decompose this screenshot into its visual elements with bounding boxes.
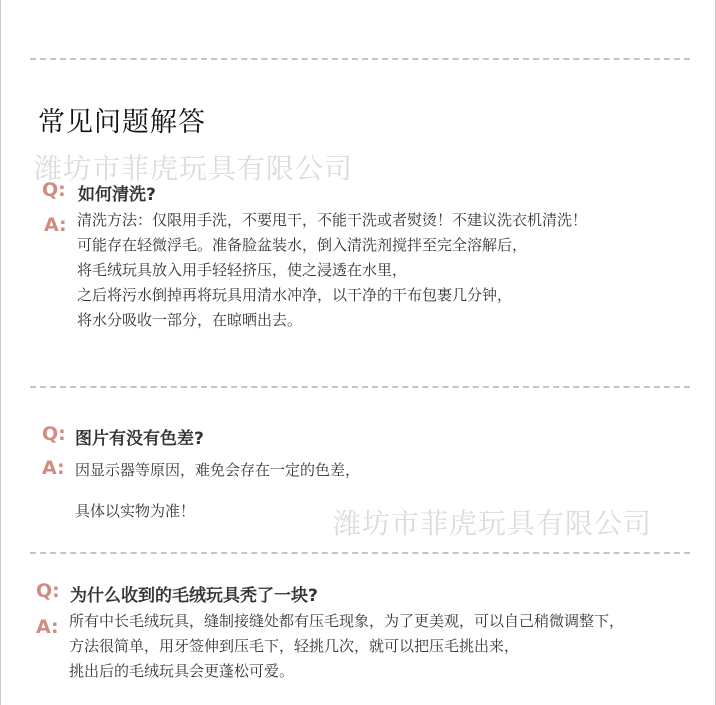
answer-line: 方法很简单，用牙签伸到压毛下，轻挑几次，就可以把压毛挑出来， — [69, 637, 520, 655]
answer-line: 之后将污水倒掉再将玩具用清水冲净，以干净的干布包裹几分钟， — [77, 286, 513, 304]
question-text: 如何清洗? — [78, 185, 156, 205]
divider — [30, 58, 690, 60]
answer-text — [75, 458, 360, 483]
answer-text — [75, 499, 195, 524]
answer-mark-label: A: — [36, 616, 59, 638]
answer-mark-label: A: — [44, 214, 67, 236]
answer-line: 将毛绒玩具放入用手轻轻挤压，使之浸透在水里， — [77, 261, 408, 279]
answer-line: 可能存在轻微浮毛。准备脸盆装水，倒入清洗剂搅拌至完全溶解后， — [77, 236, 528, 254]
watermark: 潍坊市菲虎玩具有限公司 — [34, 152, 354, 185]
answer-text — [69, 609, 624, 684]
question-mark-label: Q: — [36, 580, 60, 602]
answer-line: 具体以实物为准！ — [75, 502, 196, 520]
question-mark-label: Q: — [42, 179, 66, 201]
left-border — [0, 0, 1, 705]
watermark: 潍坊市菲虎玩具有限公司 — [333, 507, 653, 540]
question-mark-label: Q: — [42, 423, 66, 445]
answer-line: 因显示器等原因，难免会存在一定的色差， — [75, 461, 361, 479]
answer-mark-label: A: — [42, 457, 65, 479]
divider — [30, 552, 690, 554]
question-text: 图片有没有色差? — [75, 429, 204, 449]
question-text: 为什么收到的毛绒玩具秃了一块? — [70, 586, 318, 606]
answer-text — [77, 208, 587, 333]
answer-line: 清洗方法：仅限用手洗，不要甩干，不能干洗或者熨烫！不建议洗衣机清洗！ — [77, 211, 588, 229]
divider — [30, 386, 690, 388]
answer-line: 所有中长毛绒玩具，缝制接缝处都有压毛现象，为了更美观，可以自己稍微调整下， — [69, 612, 625, 630]
answer-line: 挑出后的毛绒玩具会更蓬松可爱。 — [69, 662, 295, 680]
answer-line: 将水分吸收一部分，在晾晒出去。 — [77, 311, 303, 329]
page-title: 常见问题解答 — [38, 107, 206, 138]
